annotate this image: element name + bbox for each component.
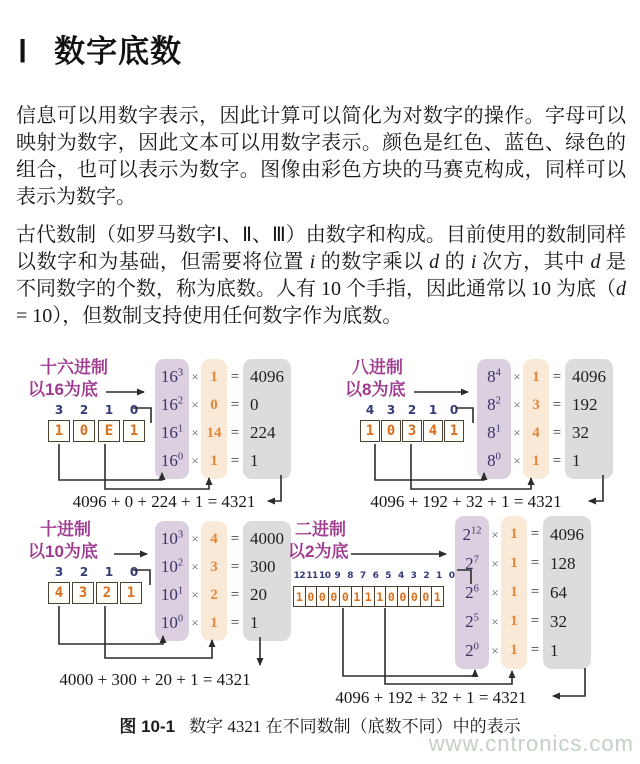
figure-panel-binary: [285, 518, 640, 710]
multiplier: 1: [510, 642, 518, 658]
panel-subtitle: 以2为底: [288, 542, 349, 561]
base: 2: [465, 582, 474, 602]
position-index: 3: [386, 403, 396, 417]
row-result: 224: [250, 423, 276, 442]
calc-row: [477, 419, 613, 447]
position-index: 5: [385, 571, 392, 581]
position-index: 11: [306, 571, 318, 581]
digit-box: 1: [362, 586, 375, 607]
base: 8: [487, 367, 496, 386]
equals-sign: =: [530, 555, 540, 571]
exponent: 3: [177, 529, 184, 541]
power-term: [455, 641, 489, 661]
position-index: 2: [407, 403, 417, 417]
base: 10: [160, 529, 178, 548]
panel-subtitle: 以10为底: [28, 542, 98, 561]
multiplier: 1: [510, 526, 518, 542]
equals-sign: =: [230, 396, 240, 413]
exponent: 6: [473, 582, 479, 594]
base: 2: [462, 524, 471, 544]
position-indices: [360, 404, 464, 416]
panel-subtitle: 以8为底: [345, 380, 406, 399]
panel-title: 十进制: [40, 520, 91, 539]
digit-box: 2: [96, 582, 118, 604]
row-result: 4096: [572, 367, 606, 386]
digit-box: 0: [408, 586, 421, 607]
paragraph-1: 信息可以用数字表示，因此计算可以简化为对数字的操作。字母可以映射为数字，因此文本可以用数字表示。颜色是红色、蓝色、绿色的组合，也可以表示为数字。图像由彩色方块的马赛克构成，同样可以表示为数字。: [16, 105, 626, 208]
calc-row: [455, 520, 591, 549]
times-sign: ×: [191, 369, 199, 384]
times-sign: ×: [491, 555, 499, 571]
times-sign: ×: [191, 587, 199, 602]
row-result: 1: [250, 451, 259, 470]
equals-sign: =: [552, 368, 562, 385]
multiplier: 1: [510, 584, 518, 600]
position-index: 0: [129, 403, 139, 417]
base: 16: [160, 451, 178, 470]
row-result: 4096: [550, 524, 584, 544]
calculation-columns: [155, 525, 291, 637]
calc-row: [155, 447, 291, 475]
equals-sign: =: [552, 424, 562, 441]
row-result: 20: [250, 585, 267, 604]
figure-caption-label: 图 10-1: [119, 717, 176, 736]
multiplier: 2: [210, 586, 218, 603]
calc-row: [477, 447, 613, 475]
calc-row: [455, 607, 591, 636]
row-result: 32: [550, 611, 567, 631]
calculation-columns: [477, 363, 613, 475]
equals-sign: =: [552, 452, 562, 469]
figure-panel-hexadecimal: [10, 356, 322, 514]
digit-box: 0: [385, 586, 398, 607]
times-sign: ×: [491, 526, 499, 542]
variable-i: i: [470, 251, 477, 273]
digit-box: 1: [444, 420, 464, 442]
calc-row: [455, 549, 591, 578]
row-result: 1: [550, 640, 559, 660]
exponent: 4: [495, 367, 501, 379]
digit-boxes: [293, 586, 443, 607]
multiplier: 14: [206, 424, 222, 441]
multiplier: 3: [532, 396, 540, 413]
times-sign: ×: [191, 397, 199, 412]
chapter-numeral: Ⅰ: [18, 34, 29, 69]
digit-box: 1: [431, 586, 444, 607]
p2-text: 的数字乘以: [315, 251, 430, 273]
position-index: 9: [334, 571, 341, 581]
position-index: 7: [359, 571, 366, 581]
position-index: 1: [104, 403, 114, 417]
equals-sign: =: [530, 613, 540, 629]
p2-text: 古代数制（如罗马数字Ⅰ、Ⅱ、Ⅲ）由数字和构成。目前使用的数制同样以数字和为基础，但需要将位置: [16, 224, 626, 273]
sum-equation: 4000 + 300 + 20 + 1 = 4321: [59, 670, 251, 689]
figure-panel-octal: [330, 356, 640, 514]
variable-d: d: [616, 278, 626, 300]
times-sign: ×: [513, 425, 521, 440]
digit-box: 0: [339, 586, 352, 607]
calculation-columns: [455, 520, 591, 665]
digit-box: 1: [374, 586, 387, 607]
multiplier: 0: [210, 396, 218, 413]
position-index: 10: [318, 571, 331, 581]
digit-box: 4: [48, 582, 70, 604]
exponent: 7: [473, 553, 479, 565]
equals-sign: =: [230, 368, 240, 385]
exponent: 1: [177, 585, 184, 597]
digit-box: 0: [397, 586, 410, 607]
sum-equation: 4096 + 0 + 224 + 1 = 4321: [72, 492, 256, 511]
position-index: 1: [428, 403, 438, 417]
calc-row: [155, 391, 291, 419]
times-sign: ×: [191, 615, 199, 630]
digit-box: 1: [120, 582, 142, 604]
times-sign: ×: [513, 453, 521, 468]
digit-box: 0: [381, 420, 401, 442]
position-index: 6: [372, 571, 379, 581]
power-term: [455, 583, 489, 603]
equals-sign: =: [230, 530, 240, 547]
row-result: 192: [572, 395, 598, 414]
digit-box: 0: [73, 420, 95, 442]
base: 10: [160, 585, 178, 604]
p2-text: 是不同数字的个数，称为底数。人有 10 个手指，因此通常以 10 为底（: [16, 251, 627, 300]
digit-box: 3: [402, 420, 422, 442]
equals-sign: =: [230, 614, 240, 631]
power-term: [477, 451, 511, 471]
exponent: 1: [495, 423, 501, 435]
power-term: [155, 367, 189, 387]
base: 10: [160, 557, 178, 576]
watermark: www.cntronics.com: [428, 731, 634, 756]
calc-row: [477, 391, 613, 419]
position-index: 0: [449, 403, 459, 417]
base: 16: [160, 423, 178, 442]
position-index: 2: [79, 403, 89, 417]
row-result: 128: [550, 553, 576, 573]
equals-sign: =: [530, 584, 540, 600]
position-index: 8: [347, 571, 353, 581]
row-result: 1: [250, 613, 259, 632]
position-index: 0: [129, 565, 139, 579]
power-term: [155, 395, 189, 415]
calculation-columns: [155, 363, 291, 475]
equals-sign: =: [230, 558, 240, 575]
figure-panel-decimal: [10, 518, 310, 698]
digit-box: 1: [360, 420, 380, 442]
position-index: 1: [104, 565, 114, 579]
base: 8: [487, 451, 496, 470]
exponent: 2: [495, 395, 501, 407]
page-content: [0, 0, 640, 330]
exponent: 2: [177, 395, 184, 407]
exponent: 3: [177, 367, 184, 379]
position-indices: [293, 572, 458, 581]
equals-sign: =: [230, 586, 240, 603]
times-sign: ×: [491, 584, 499, 600]
panel-title: 二进制: [295, 520, 346, 539]
exponent: 2: [177, 557, 184, 569]
power-term: [155, 557, 189, 577]
multiplier: 1: [210, 452, 218, 469]
position-indices: [48, 566, 145, 578]
exponent: 0: [177, 451, 184, 463]
variable-d: d: [590, 251, 601, 273]
times-sign: ×: [191, 425, 199, 440]
equals-sign: =: [530, 642, 540, 658]
position-index: 3: [410, 571, 417, 581]
base: 2: [465, 611, 474, 631]
p2-text: 的: [439, 251, 471, 273]
times-sign: ×: [191, 559, 199, 574]
multiplier: 1: [532, 368, 540, 385]
panel-title: 十六进制: [40, 358, 108, 377]
base: 8: [487, 423, 496, 442]
power-term: [477, 367, 511, 387]
position-index: 3: [54, 403, 64, 417]
base: 2: [465, 640, 474, 660]
digit-box: 4: [423, 420, 443, 442]
times-sign: ×: [513, 397, 521, 412]
power-term: [455, 554, 489, 574]
equals-sign: =: [230, 424, 240, 441]
power-term: [155, 451, 189, 471]
digit-box: 1: [123, 420, 145, 442]
multiplier: 1: [532, 452, 540, 469]
calc-row: [455, 578, 591, 607]
page-title: [18, 26, 626, 71]
base: 16: [160, 367, 178, 386]
calc-row: [477, 363, 613, 391]
base: 8: [487, 395, 496, 414]
digit-box: 0: [328, 586, 341, 607]
exponent: 0: [495, 451, 501, 463]
base: 16: [160, 395, 178, 414]
digit-box: 3: [72, 582, 94, 604]
row-result: 1: [572, 451, 581, 470]
calc-row: [455, 636, 591, 665]
position-index: 12: [293, 571, 306, 581]
power-term: [455, 525, 489, 545]
row-result: 0: [250, 395, 259, 414]
times-sign: ×: [491, 642, 499, 658]
exponent: 12: [471, 524, 482, 536]
power-term: [155, 529, 189, 549]
multiplier: 4: [210, 530, 218, 547]
variable-d: d: [429, 251, 440, 273]
multiplier: 1: [210, 368, 218, 385]
digit-box: 1: [48, 420, 70, 442]
multiplier: 1: [510, 555, 518, 571]
row-result: 4000: [250, 529, 284, 548]
power-term: [155, 613, 189, 633]
digit-box: 0: [316, 586, 329, 607]
sum-equation: 4096 + 192 + 32 + 1 = 4321: [370, 492, 562, 511]
figure-caption-text: 数字 4321 在不同数制（底数不同）中的表示: [189, 717, 521, 736]
row-result: 64: [550, 582, 567, 602]
p2-text: = 10），但数制支持使用任何数字作为底数。: [16, 305, 403, 327]
position-index: 2: [423, 571, 430, 581]
position-index: 0: [448, 571, 455, 581]
multiplier: 1: [210, 614, 218, 631]
row-result: 32: [572, 423, 589, 442]
sum-equation: 4096 + 192 + 32 + 1 = 4321: [335, 688, 527, 707]
exponent: 0: [177, 613, 184, 625]
row-result: 4096: [250, 367, 284, 386]
digit-box: 1: [293, 586, 306, 607]
base: 2: [465, 553, 474, 573]
power-term: [455, 612, 489, 632]
equals-sign: =: [552, 396, 562, 413]
p2-text: 次方，其中: [476, 251, 591, 273]
times-sign: ×: [491, 613, 499, 629]
times-sign: ×: [191, 531, 199, 546]
equals-sign: =: [530, 526, 540, 542]
power-term: [155, 423, 189, 443]
equals-sign: =: [230, 452, 240, 469]
position-indices: [48, 404, 145, 416]
times-sign: ×: [191, 453, 199, 468]
multiplier: 3: [210, 558, 218, 575]
digit-box: 0: [420, 586, 433, 607]
calc-row: [155, 419, 291, 447]
calc-row: [155, 609, 291, 637]
position-index: 2: [79, 565, 89, 579]
position-index: 4: [397, 571, 404, 581]
paragraph-2: [16, 222, 626, 330]
exponent: 1: [177, 423, 184, 435]
power-term: [477, 423, 511, 443]
chapter-title: 数字底数: [54, 34, 183, 69]
digit-boxes: [48, 582, 142, 604]
power-term: [477, 395, 511, 415]
panel-subtitle: 以16为底: [28, 380, 98, 399]
position-index: 4: [365, 403, 375, 417]
digit-box: E: [98, 420, 120, 442]
times-sign: ×: [513, 369, 521, 384]
calc-row: [155, 553, 291, 581]
calc-row: [155, 581, 291, 609]
variable-i: i: [309, 251, 316, 273]
base: 10: [160, 613, 178, 632]
exponent: 0: [473, 640, 479, 652]
power-term: [155, 585, 189, 605]
digit-box: 1: [351, 586, 364, 607]
digit-boxes: [360, 420, 464, 442]
position-index: 3: [54, 565, 64, 579]
row-result: 300: [250, 557, 276, 576]
digit-boxes: [48, 420, 145, 442]
position-index: 1: [436, 571, 442, 581]
exponent: 5: [473, 611, 479, 623]
calc-row: [155, 363, 291, 391]
multiplier: 1: [510, 613, 518, 629]
multiplier: 4: [532, 424, 540, 441]
digit-box: 0: [305, 586, 318, 607]
calc-row: [155, 525, 291, 553]
panel-title: 八进制: [352, 358, 403, 377]
